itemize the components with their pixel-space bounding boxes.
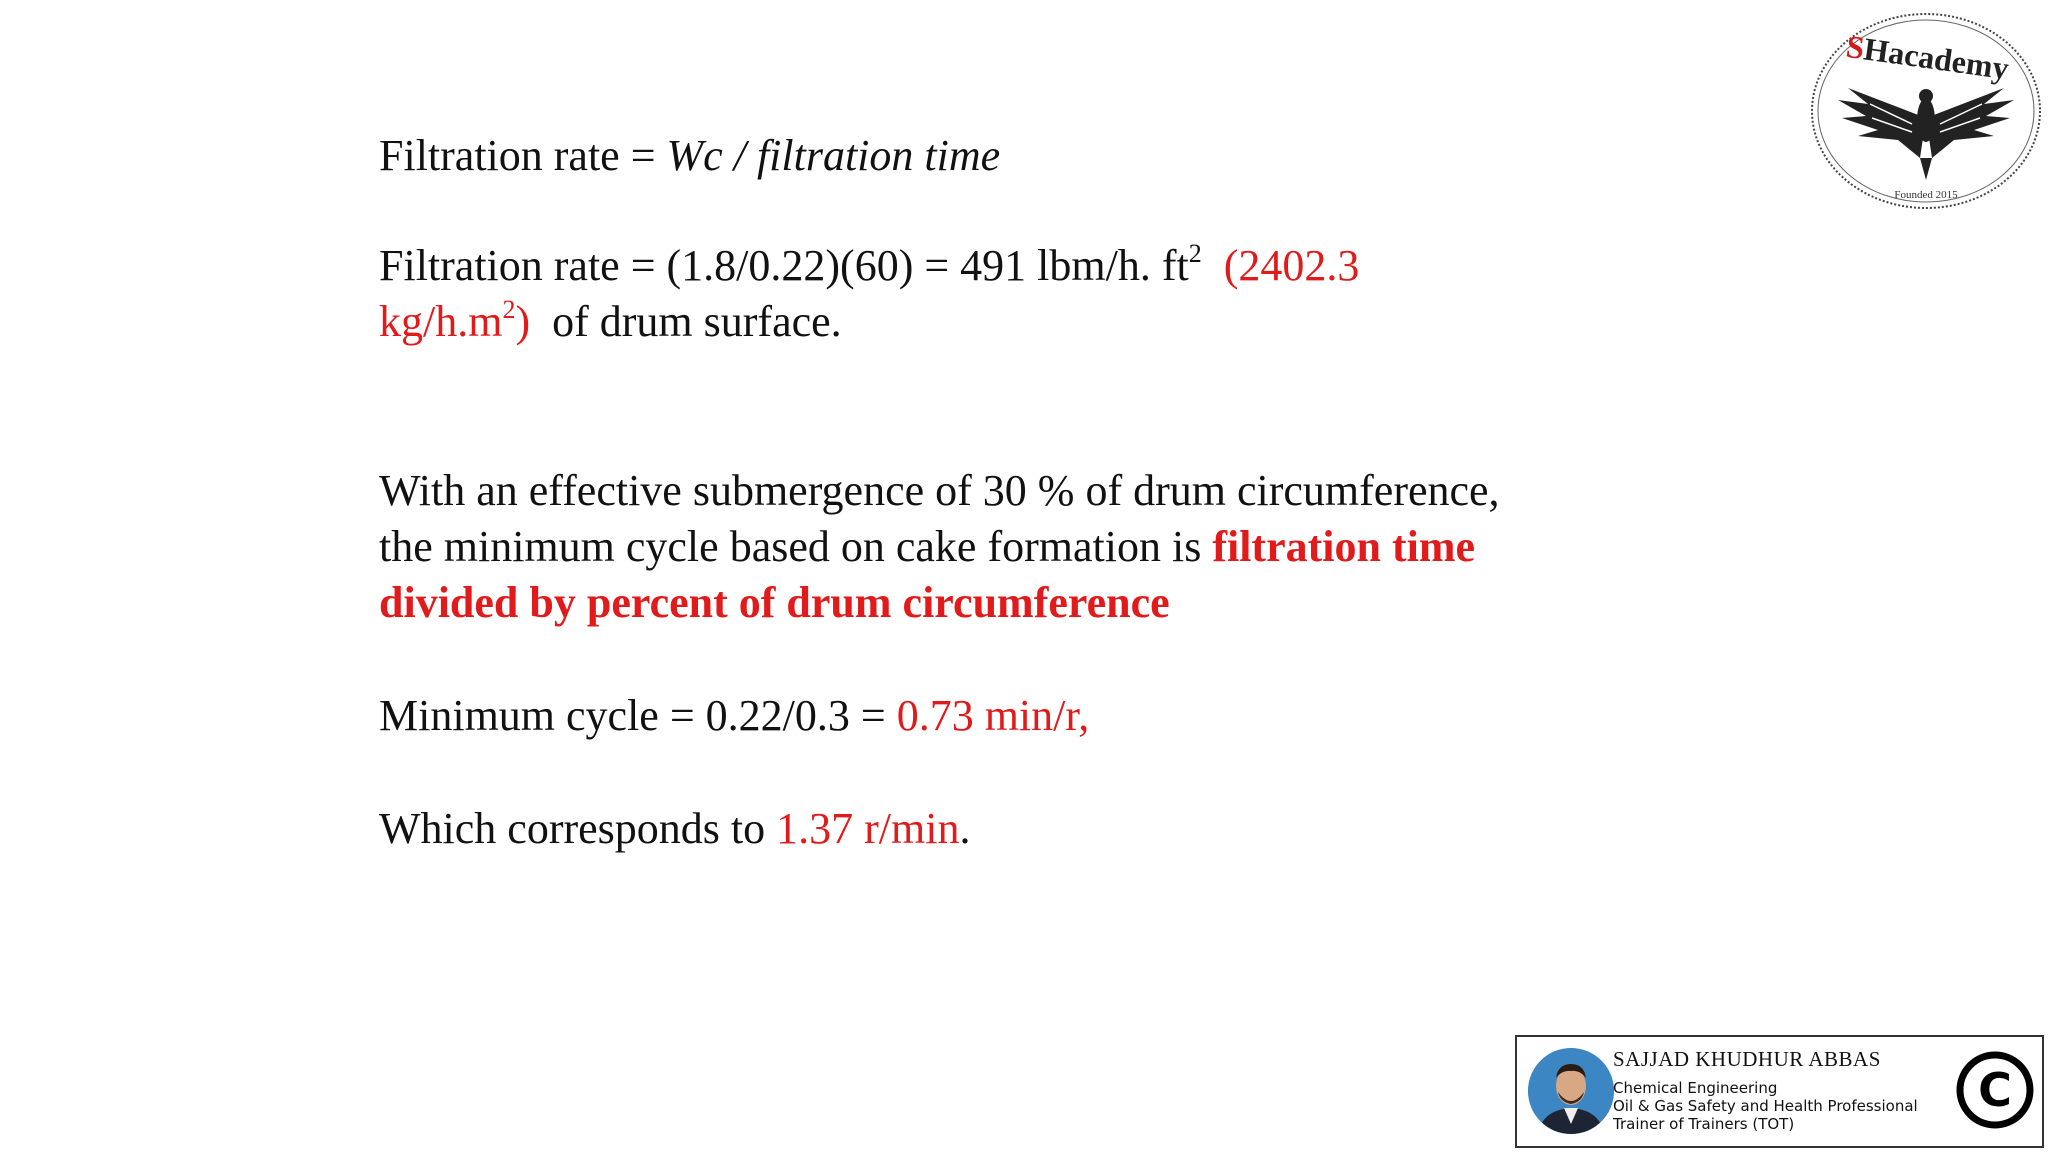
minimum-cycle-value: 0.73 min/r, [896, 691, 1090, 740]
svg-text:C: C [1978, 1063, 2012, 1117]
eagle-icon [1808, 8, 2044, 214]
rotation-line [379, 801, 970, 857]
metric-close: ) [515, 297, 531, 346]
copyright-icon [1955, 1050, 2035, 1130]
author-line-1: Chemical Engineering [1613, 1079, 1778, 1097]
exponent: 2 [1188, 239, 1202, 269]
author-line-2: Oil & Gas Safety and Health Professional [1613, 1097, 1918, 1115]
formula-label: Filtration rate = [379, 131, 667, 180]
rotation-text: Which corresponds to [379, 804, 777, 853]
author-card [1515, 1035, 2044, 1148]
paragraph-line-3 [379, 575, 1170, 631]
minimum-cycle-line [379, 688, 1089, 744]
rotation-value: 1.37 r/min [776, 804, 960, 853]
exponent: 2 [502, 295, 516, 325]
period: . [959, 804, 971, 853]
formula-line-1 [379, 128, 1000, 184]
logo-initial-s: S [1844, 27, 1867, 67]
highlight-text: divided by percent of drum circumference [379, 578, 1170, 627]
minimum-cycle-calc: Minimum cycle = 0.22/0.3 = [379, 691, 897, 740]
author-line-3: Trainer of Trainers (TOT) [1613, 1115, 1795, 1133]
metric-unit: kg/h.m [379, 297, 503, 346]
paragraph-line-2 [379, 519, 1475, 575]
paragraph-text: With an effective submergence of 30 % of drum circumference, [379, 466, 1500, 515]
filtration-rate-calc: Filtration rate = (1.8/0.22)(60) = 491 lbm/h. ft [379, 241, 1189, 290]
logo-text: Hacademy [1861, 30, 2012, 87]
metric-value: (2402.3 [1223, 241, 1360, 290]
avatar [1528, 1048, 1614, 1134]
paragraph-line-1 [379, 463, 1500, 519]
logo-founded: Founded 2015 [1894, 189, 1958, 201]
shacademy-logo [1808, 8, 2044, 214]
formula-line-3 [379, 294, 842, 350]
formula-line-2 [379, 238, 1359, 294]
formula-expression: Wc / filtration time [666, 131, 1001, 180]
surface-text: of drum surface. [552, 297, 842, 346]
author-name: SAJJAD KHUDHUR ABBAS [1613, 1047, 1881, 1071]
highlight-text: filtration time [1212, 522, 1476, 571]
paragraph-text: the minimum cycle based on cake formation is [379, 522, 1213, 571]
